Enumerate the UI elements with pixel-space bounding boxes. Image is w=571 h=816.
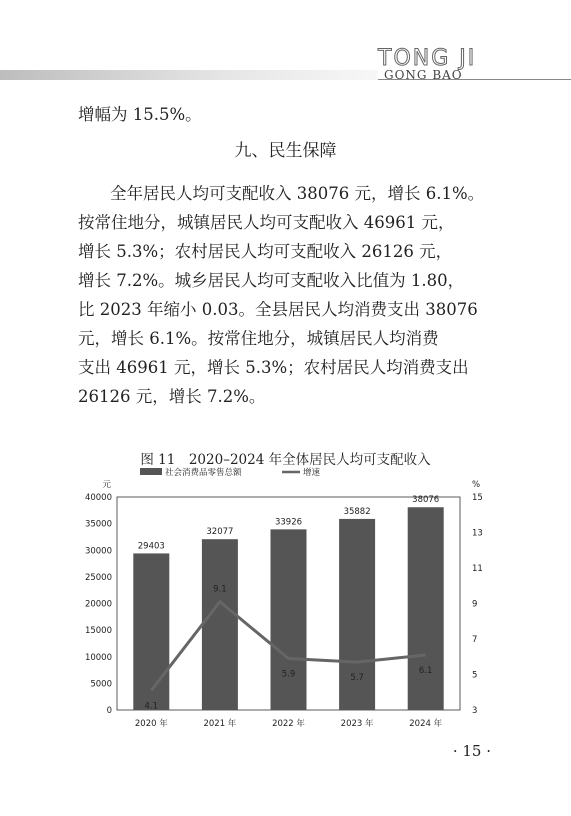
y-tick-label: 20000: [84, 599, 112, 610]
y-tick-label: 30000: [84, 546, 112, 557]
paragraph-line: 按常住地分，城镇居民人均可支配收入 46961 元，: [78, 213, 455, 232]
y-axis-unit: 元: [102, 480, 111, 490]
bar: [408, 507, 444, 710]
bar-value-label: 32077: [206, 527, 234, 538]
paragraph-line: 元，增长 6.1%。按常住地分，城镇居民人均消费: [78, 329, 439, 348]
logo-tongji: TONG JI: [378, 46, 477, 71]
chart-title: 图 11 2020–2024 年全体居民人均可支配收入: [140, 452, 431, 468]
y-tick-label: 15000: [84, 626, 112, 637]
line-value-label: 4.1: [144, 701, 159, 712]
legend-swatch-bar: [140, 468, 162, 475]
paragraph-line: 比 2023 年缩小 0.03。全县居民人均消费支出 38076: [78, 300, 478, 319]
y-tick-label: 5000: [90, 679, 112, 690]
x-tick-label: 2021 年: [203, 719, 237, 729]
y-tick-label: 25000: [84, 572, 112, 583]
paragraph-line: 增长 7.2%。城乡居民人均可支配收入比值为 1.80，: [78, 271, 465, 290]
y-tick-label: 10000: [84, 652, 112, 663]
y-tick-label: 35000: [84, 519, 112, 530]
bar: [202, 539, 238, 710]
paragraph-line: 26126 元，增长 7.2%。: [78, 387, 266, 406]
section-heading: 九、民生保障: [234, 141, 337, 161]
paragraph-line: 增长 5.3%；农村居民人均可支配收入 26126 元，: [78, 242, 453, 261]
y2-tick-label: 5: [472, 670, 478, 681]
bar: [133, 553, 169, 710]
paragraph-line: 全年居民人均可支配收入 38076 元，增长 6.1%。: [110, 184, 485, 203]
legend-label-line: 增速: [303, 468, 321, 478]
bar-value-label: 35882: [343, 506, 371, 517]
y2-tick-label: 13: [472, 528, 483, 539]
y-tick-label: 0: [106, 706, 112, 716]
y-tick-label: 40000: [84, 493, 112, 503]
x-tick-label: 2024 年: [409, 719, 443, 729]
paragraph-line: 增幅为 15.5%。: [78, 105, 202, 124]
y2-tick-label: 15: [472, 493, 483, 503]
y2-tick-label: 9: [472, 599, 478, 610]
x-tick-label: 2022 年: [272, 719, 305, 729]
y2-tick-label: 11: [472, 564, 483, 574]
bar: [271, 529, 307, 710]
y2-tick-label: 7: [472, 635, 478, 645]
legend-label-bar: 社会消费品零售总额: [165, 468, 242, 478]
page-number: · 15 ·: [452, 742, 491, 760]
line-value-label: 5.9: [281, 669, 296, 680]
paragraph-line: 支出 46961 元，增长 5.3%；农村居民人均消费支出: [78, 358, 469, 377]
bar-value-label: 33926: [274, 517, 303, 528]
logo-gongbao: GONG BAO: [384, 68, 463, 82]
x-tick-label: 2020 年: [134, 719, 168, 729]
line-value-label: 5.7: [350, 673, 364, 684]
bar-value-label: 38076: [412, 495, 440, 506]
x-tick-label: 2023 年: [340, 719, 374, 729]
bar-value-label: 29403: [137, 541, 165, 552]
line-value-label: 9.1: [213, 584, 227, 595]
line-value-label: 6.1: [418, 665, 433, 676]
y2-tick-label: 3: [472, 706, 478, 716]
y2-axis-unit: %: [472, 480, 481, 490]
